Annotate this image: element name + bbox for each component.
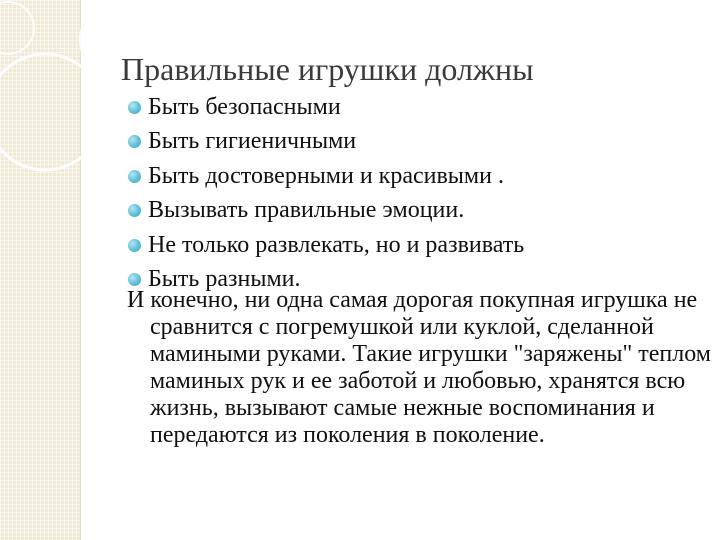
bullet-icon [128, 135, 141, 148]
bullet-icon [128, 204, 141, 217]
decorative-side-band [0, 0, 81, 540]
bullet-item [127, 228, 524, 262]
bullet-list [127, 90, 524, 296]
bullet-text: Быть безопасными [148, 94, 341, 120]
bullet-item [127, 159, 524, 193]
bullet-text: Быть достоверными и красивыми . [148, 162, 504, 189]
body-paragraph: И конечно, ни одна самая дорогая покупная игрушка не сравнится с погремушкой или куклой, сделанной мамиными руками. Такие игрушки "заряжены" теплом маминых рук и ее заботой и любовью, хранятся всю жизнь, вызывают самые нежные воспоминания и передаются из поколения в поколение. [127, 287, 711, 448]
slide-title: Правильные игрушки должны [121, 51, 534, 87]
bullet-text: Не только развлекать, но и развивать [148, 231, 525, 258]
bullet-icon [128, 170, 141, 183]
bullet-icon [128, 273, 141, 286]
bullet-text: Быть гигиеничными [148, 128, 357, 155]
bullet-item [127, 124, 524, 158]
bullet-text: Быть разными. [148, 266, 301, 293]
bullet-item [127, 193, 524, 227]
bullet-text: Вызывать правильные эмоции. [148, 197, 465, 224]
bullet-icon [128, 101, 141, 114]
bullet-item [127, 90, 524, 124]
bullet-icon [128, 239, 141, 252]
